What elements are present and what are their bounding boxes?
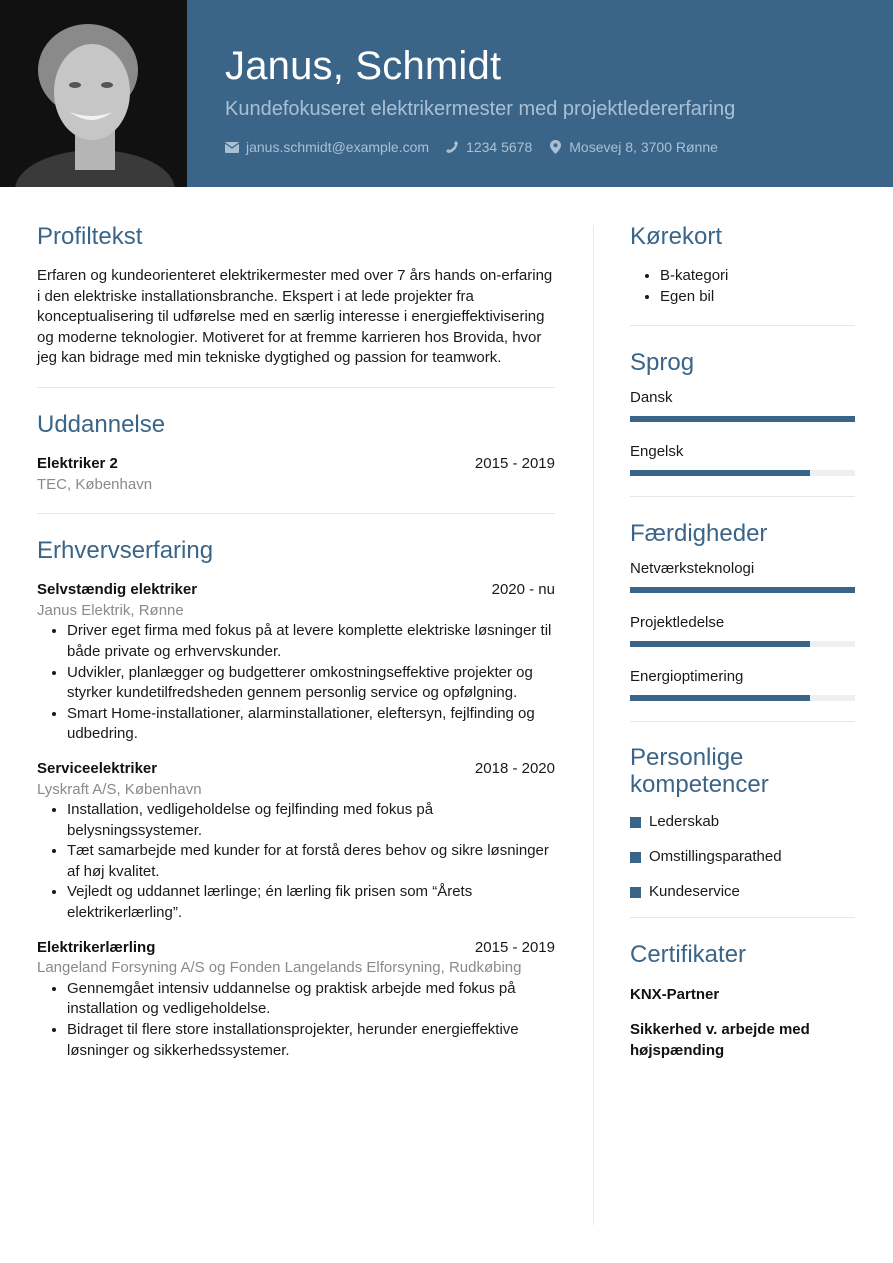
skill-label: Energioptimering — [630, 668, 744, 686]
personal-item — [630, 882, 855, 902]
section-title: Erhvervserfaring — [37, 537, 214, 565]
personal-item — [630, 812, 855, 832]
skill-level-bar — [630, 641, 855, 647]
language-label: Dansk — [630, 389, 673, 407]
section-divider — [630, 917, 855, 918]
entry-bullets — [37, 800, 555, 924]
phone-text: 1234 5678 — [466, 139, 533, 155]
certificate-item: Sikkerhed v. arbejde med højspænding — [630, 1021, 810, 1060]
contact-address — [548, 139, 718, 155]
skill-level-bar — [630, 695, 855, 701]
section-title: Personlige kompetencer — [630, 744, 769, 799]
personal-label: Omstillingsparathed — [649, 848, 782, 866]
skill-item — [630, 613, 855, 647]
candidate-headline: Kundefokuseret elektrikermester med projektledererfaring — [225, 98, 736, 120]
profile-photo — [0, 0, 187, 187]
section-title: Færdigheder — [630, 520, 768, 548]
entry-org: Lyskraft A/S, København — [37, 780, 202, 798]
entry-org: TEC, København — [37, 475, 153, 493]
section-title: Sprog — [630, 349, 695, 377]
entry-title: Selvstændig elektriker — [37, 581, 198, 599]
bullet-item: • Udvikler, planlægger og budgetterer omkostningseffektive projekter og styrker kundetilfredsheden gennem personlig service og opfølgning. — [67, 663, 555, 704]
language-label: Engelsk — [630, 443, 684, 461]
section-divider — [37, 513, 555, 514]
personal-label: Kundeservice — [649, 883, 740, 901]
language-item — [630, 442, 855, 476]
section-divider — [37, 387, 555, 388]
skills-section — [630, 519, 855, 701]
contact-info — [225, 139, 734, 155]
square-bullet-icon — [630, 817, 641, 828]
section-title: Certifikater — [630, 941, 747, 969]
personal-section — [630, 744, 855, 902]
certificate-item: KNX-Partner — [630, 986, 720, 1004]
license-item: • B-kategori — [660, 266, 855, 287]
experience-section — [37, 536, 555, 1061]
experience-entry — [37, 580, 555, 745]
languages-section — [630, 348, 855, 476]
section-divider — [630, 721, 855, 722]
bullet-item: • Tæt samarbejde med kunder for at forstå deres behov og sikre løsninger af høj kvalitet. — [67, 841, 555, 882]
language-level-bar — [630, 470, 855, 476]
square-bullet-icon — [630, 852, 641, 863]
contact-email[interactable] — [225, 139, 429, 155]
bullet-item: • Smart Home-installationer, alarminstallationer, eleftersyn, fejlfinding og udbedring. — [67, 704, 555, 745]
license-list — [630, 266, 855, 307]
profile-section — [37, 222, 555, 369]
bullet-item: • Installation, vedligeholdelse og fejlfinding med fokus på belysningssystemer. — [67, 800, 555, 841]
experience-entry — [37, 938, 555, 1062]
skill-level-bar — [630, 587, 855, 593]
map-marker-icon — [548, 140, 562, 154]
contact-phone[interactable] — [445, 139, 532, 155]
personal-item — [630, 847, 855, 867]
bullet-item: • Vejledt og uddannet lærlinge; én lærling fik prisen som “Årets elektrikerlærling”. — [67, 882, 555, 923]
profile-text: Erfaren og kundeorienteret elektrikermester med over 7 års hands on-erfaring i den elektriske installationsbranche. Ekspert i at lede projekter fra konceptualisering til udførelse med en særlig interesse i energieffektivisering og moderne teknologier. Motiveret for at fremme karrieren hos Brovida, hvor jeg kan bidrage med min tekniske dygtighed og passion for teamwork. — [37, 267, 553, 367]
skill-item — [630, 559, 855, 593]
experience-entry — [37, 759, 555, 924]
skill-label: Netværksteknologi — [630, 560, 755, 578]
candidate-name: Janus, Schmidt — [225, 44, 502, 88]
entry-date: 2015 - 2019 — [474, 454, 555, 472]
phone-icon — [445, 140, 459, 154]
entry-bullets — [37, 621, 555, 745]
column-divider — [593, 225, 594, 1225]
envelope-icon — [225, 140, 239, 154]
education-entry — [37, 454, 555, 495]
certificates-section — [630, 940, 855, 1061]
section-divider — [630, 496, 855, 497]
language-level-bar — [630, 416, 855, 422]
bullet-item: • Gennemgået intensiv uddannelse og praktisk arbejde med fokus på installation og vedligeholdelse. — [67, 979, 555, 1020]
entry-title: Elektrikerlærling — [37, 938, 156, 956]
bullet-item: • Driver eget firma med fokus på at levere komplette elektriske løsninger til både private og erhvervskunder. — [67, 621, 555, 662]
entry-org: Langeland Forsyning A/S og Fonden Langelands Elforsyning, Rudkøbing — [37, 959, 522, 977]
entry-org: Janus Elektrik, Rønne — [37, 601, 184, 619]
header — [0, 0, 893, 187]
entry-title: Serviceelektriker — [37, 759, 158, 777]
level-fill — [630, 695, 810, 701]
section-title: Uddannelse — [37, 410, 166, 438]
entry-title: Elektriker 2 — [37, 454, 118, 472]
entry-date: 2020 - nu — [491, 581, 555, 599]
section-title: Profiltekst — [37, 223, 143, 250]
education-section — [37, 410, 555, 495]
sidebar-column — [630, 222, 855, 1075]
license-item: • Egen bil — [660, 287, 855, 308]
email-text: janus.schmidt@example.com — [246, 139, 430, 155]
skill-item — [630, 667, 855, 701]
section-divider — [630, 325, 855, 326]
personal-label: Lederskab — [649, 813, 720, 831]
level-fill — [630, 587, 855, 593]
level-fill — [630, 416, 855, 422]
bullet-item: • Bidraget til flere store installationsprojekter, herunder energieffektive løsninger og sikkerhedssystemer. — [67, 1020, 555, 1061]
level-fill — [630, 641, 810, 647]
entry-date: 2015 - 2019 — [474, 938, 555, 956]
skill-label: Projektledelse — [630, 614, 725, 632]
section-title: Kørekort — [630, 223, 723, 250]
entry-date: 2018 - 2020 — [474, 759, 555, 777]
address-text: Mosevej 8, 3700 Rønne — [569, 139, 718, 155]
main-column — [37, 222, 555, 1075]
portrait-image — [0, 0, 187, 187]
language-item — [630, 388, 855, 422]
license-section — [630, 222, 855, 307]
square-bullet-icon — [630, 887, 641, 898]
entry-bullets — [37, 979, 555, 1061]
level-fill — [630, 470, 810, 476]
